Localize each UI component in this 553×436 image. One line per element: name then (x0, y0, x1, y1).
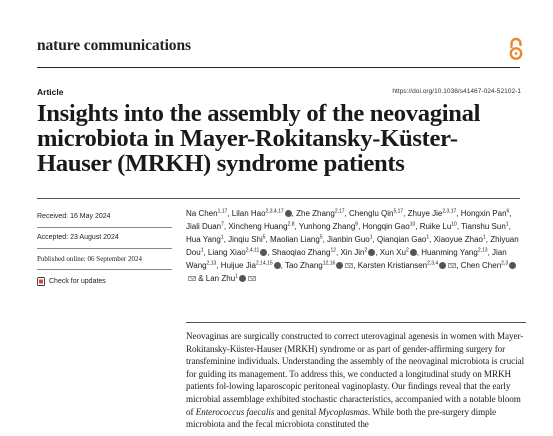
check-for-updates-icon (37, 277, 45, 286)
author-item (420, 222, 457, 231)
author-name[interactable]: Lan Zhu (205, 274, 236, 284)
email-icon[interactable] (188, 276, 196, 282)
author-item (228, 235, 265, 244)
author-item (232, 209, 292, 218)
author-name[interactable]: Liang Xiao (207, 248, 246, 258)
author-item (349, 209, 403, 218)
author-item (358, 261, 457, 270)
author-name[interactable]: Lilan Hao (231, 209, 266, 218)
author-name[interactable]: Shaoqiao Zhang (271, 248, 331, 258)
author-name[interactable]: Xiaoyue Zhao (433, 235, 483, 245)
title-rule (37, 198, 520, 199)
author-affiliation: 2,3,4,17 (265, 208, 284, 215)
author-item (270, 235, 323, 244)
author-affiliation: 12 (330, 247, 336, 254)
orcid-icon[interactable] (239, 275, 246, 282)
email-icon[interactable] (448, 263, 456, 269)
author-name[interactable]: Hongqin Gao (362, 222, 410, 232)
author-affiliation: 2,3,4 (427, 260, 439, 267)
author-item (421, 248, 487, 257)
author-name[interactable]: Yunhong Zhang (298, 222, 356, 232)
author-item (208, 248, 267, 257)
author-name[interactable]: Maolian Liang (270, 235, 320, 245)
received-date: Received: 16 May 2024 (37, 207, 172, 228)
author-affiliation: 1 (426, 234, 430, 241)
author-item (221, 261, 281, 270)
author-name[interactable]: Huijue Jia (220, 261, 256, 271)
author-name[interactable]: Xun Xu (379, 248, 406, 258)
author-affiliation: 10 (409, 221, 416, 228)
author-affiliation: 2 (364, 247, 368, 254)
author-name[interactable]: Zhiyuan Dou (186, 235, 519, 258)
check-for-updates-label: Check for updates (49, 277, 106, 285)
author-item (380, 248, 417, 257)
author-affiliation: 10 (451, 221, 457, 228)
author-name[interactable]: Tianshu Sun (461, 222, 506, 232)
author-name[interactable]: Na Chen (186, 209, 218, 218)
orcid-icon[interactable] (336, 262, 343, 269)
author-list: Na Chen$^{1,17}$, Lilan Hao$^{2,3,4,17}$ , Zhe Zhang$^{2,17}$, Chenglu Qin$^{5,17}$, Zhuye Jie$^{2,3,17}$, Hongxin Pan$^6$, Jiali Duan$^7$, Xincheng Huang$^{2,8}$, Yunhong Zhang$^9$, Hongqin Gao$^{10}$, Ruike Lu$^{10}$, Tianshu Sun$^1$, Hua Yang$^1$, Jinqiu Shi$^5$, Maolian Liang$^5$, Jianbin Guo$^1$, Qianqian Gao$^1$, Xiaoyue Zhao$^1$, Zhiyuan Dou$^1$, Liang Xiao$^{2,4,11}$ , Shaoqiao Zhang$^{12}$, Xin Jin$^2$ , Xun Xu$^2$ , Huanming Yang$^{2,13}$, Jian Wang$^{2,13}$, Huijue Jia$^{2,14,15}$ , Tao Zhang$^{12,16}$ , Karsten Kristiansen$^{2,3,4}$ , Chen Chen$^{2,3}$ & Lan Zhu$^1$ (186, 208, 519, 284)
author-affiliation: 2,3,17 (442, 208, 457, 215)
author-item (434, 235, 486, 244)
author-name[interactable]: Tao Zhang (284, 261, 323, 271)
author-affiliation: 5 (262, 234, 266, 241)
author-item (377, 235, 429, 244)
author-affiliation: 2,3 (501, 260, 509, 267)
author-item (228, 222, 294, 231)
author-name[interactable]: Chenglu Qin (349, 209, 394, 218)
author-item (272, 248, 336, 257)
author-affiliation: 5,17 (393, 208, 404, 215)
accepted-date: Accepted: 23 August 2024 (37, 228, 172, 249)
author-item (186, 222, 224, 231)
journal-name[interactable]: nature communications (37, 37, 191, 54)
author-name[interactable]: Xin Jin (340, 248, 365, 258)
author-name[interactable]: Huanming Yang (421, 248, 478, 258)
author-item (296, 209, 344, 218)
author-name[interactable]: Zhe Zhang (296, 209, 335, 218)
author-name[interactable]: Qianqian Gao (376, 235, 427, 245)
article-title: Insights into the assembly of the neovaginal microbiota in Mayer-Rokitansky-Küster-Hauser (MRKH) syndrome patients (37, 100, 481, 177)
author-affiliation: 1 (200, 247, 204, 254)
author-affiliation: 1 (220, 234, 224, 241)
abstract-taxon-2: Mycoplasmas (318, 406, 368, 417)
author-affiliation: 9 (355, 221, 359, 228)
email-icon[interactable] (345, 263, 353, 269)
author-item (285, 261, 353, 270)
author-item (363, 222, 416, 231)
author-affiliation: 6 (506, 208, 510, 215)
open-access-lock-icon (507, 37, 525, 61)
author-affiliation: 1,17 (217, 208, 228, 215)
author-name[interactable]: Hua Yang (186, 235, 221, 245)
doi-link[interactable]: https://doi.org/10.1038/s41467-024-52102-1 (392, 88, 521, 95)
author-affiliation: 2,14,15 (255, 260, 273, 267)
check-for-updates-button[interactable] (37, 270, 172, 292)
author-name[interactable]: Jinqiu Shi (228, 235, 263, 245)
author-name[interactable]: Jianbin Guo (327, 235, 370, 245)
orcid-icon[interactable] (274, 262, 281, 269)
author-name[interactable]: Hongxin Pan (460, 209, 507, 218)
author-item (461, 209, 510, 218)
author-affiliation: 2 (405, 247, 409, 254)
author-name[interactable]: Xincheng Huang (228, 222, 288, 232)
author-name[interactable]: Zhuye Jie (407, 209, 443, 218)
author-name[interactable]: Jian Wang (186, 248, 507, 271)
publication-dates (37, 207, 172, 292)
published-date: Published online: 06 September 2024 (37, 249, 172, 270)
abstract-taxon-1: Enterococcus faecalis (195, 406, 275, 417)
orcid-icon[interactable] (260, 249, 267, 256)
author-item (299, 222, 358, 231)
author-name[interactable]: Karsten Kristiansen (357, 261, 428, 271)
orcid-icon[interactable] (439, 262, 446, 269)
author-affiliation: 2,17 (334, 208, 345, 215)
author-affiliation: 5 (319, 234, 323, 241)
author-affiliation: 1 (235, 273, 238, 280)
orcid-icon[interactable] (285, 210, 292, 217)
author-affiliation: 2,13 (206, 260, 217, 267)
orcid-icon[interactable] (509, 262, 516, 269)
abstract-text (186, 330, 528, 431)
author-item (186, 235, 224, 244)
author-item (340, 248, 375, 257)
author-affiliation: 7 (221, 221, 224, 228)
author-item (408, 209, 457, 218)
author-item (206, 274, 256, 283)
author-affiliation: 1 (369, 234, 373, 241)
orcid-icon[interactable] (410, 249, 417, 256)
author-item (186, 209, 227, 218)
abstract-part-1: Neovaginas are surgically constructed to correct uterovaginal agenesis in women with Mayer-Rokitansky-Küster-Hauser (MRKH) syndrome or as part of gender-affirming surgery for transfeminine individuals. Understanding the assembly of the neovaginal microbiota is crucial for guiding its management. To address this, we conducted a longitudinal study on MRKH patients fol-lowing laparoscopic peritoneal vaginoplasty. Our findings reveal that the early microbial assemblage exhibited stochastic characteristics, accompanied with a notable bloom of (186, 331, 525, 417)
abstract-rule (186, 322, 526, 323)
author-affiliation: 2,4,11 (245, 247, 260, 254)
author-affiliation: 2,8 (287, 221, 295, 228)
author-name[interactable]: Ruike Lu (419, 222, 452, 232)
author-affiliation: 2,13 (477, 247, 488, 254)
author-affiliation: 1 (505, 221, 509, 228)
author-name[interactable]: Jiali Duan (186, 222, 222, 232)
email-icon[interactable] (248, 276, 256, 282)
abstract-part-2: and genital (274, 406, 319, 417)
author-name[interactable]: Chen Chen (460, 261, 502, 271)
header-rule (37, 67, 520, 68)
author-item (461, 222, 508, 231)
article-type: Article (37, 87, 64, 97)
author-affiliation: 12,16 (322, 260, 336, 267)
author-affiliation: 1 (482, 234, 486, 241)
orcid-icon[interactable] (368, 249, 375, 256)
abstract-part-3: . While both the pre-surgery dimple microbiota and the fecal microbiota constituted the (186, 406, 497, 430)
author-item (327, 235, 372, 244)
